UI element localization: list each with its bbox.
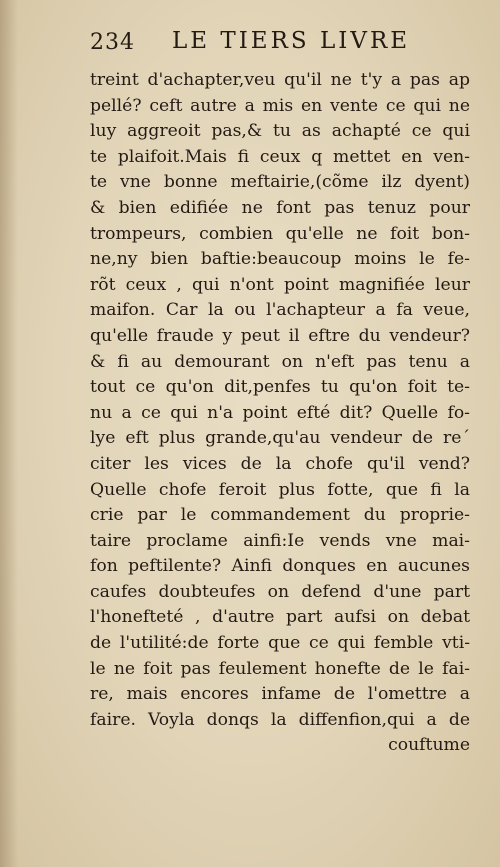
text-line: l'honefteté , d'autre part aufsi on debat (90, 607, 470, 628)
text-line: nu a ce qui n'a point efté dit? Quelle fo- (90, 402, 470, 423)
text-line: fon peftilente? Ainfi donques en aucunes (90, 556, 470, 577)
text-line: pellé? ceft autre a mis en vente ce qui ne (90, 95, 470, 116)
text-line: le ne foit pas feulement honefte de le fai- (90, 658, 470, 679)
body-text (90, 68, 470, 759)
text-line: ne,ny bien baftie:beaucoup moins le fe- (90, 249, 470, 270)
text-line: de l'utilité:de forte que ce qui femble vti- (90, 633, 470, 654)
page-gutter-shadow (0, 0, 18, 867)
text-line: faire. Voyla donqs la diffenfion,qui a de (90, 709, 470, 730)
text-line: Quelle chofe feroit plus fotte, que fi la (90, 479, 470, 500)
text-line: luy aggreoit pas,& tu as achapté ce qui (90, 121, 470, 142)
text-line: treint d'achapter,veu qu'il ne t'y a pas ap (90, 70, 470, 90)
text-line: qu'elle fraude y peut il eftre du vendeur? (90, 325, 470, 346)
text-line: te plaifoit.Mais fi ceux q mettet en ven- (90, 146, 470, 167)
page-number: 234 (90, 30, 135, 55)
catchword: couftume (388, 735, 470, 756)
text-line: trompeurs, combien qu'elle ne foit bon- (90, 223, 470, 244)
text-line: taire proclame ainfi:Ie vends vne mai- (90, 530, 470, 551)
text-line: lye eft plus grande,qu'au vendeur de re´ (90, 428, 470, 449)
text-line: & bien edifiée ne font pas tenuz pour (90, 197, 470, 218)
text-line: crie par le commandement du proprie- (90, 505, 470, 526)
text-line: tout ce qu'on dit,penfes tu qu'on foit te- (90, 377, 470, 398)
text-line: citer les vices de la chofe qu'il vend? (90, 453, 470, 474)
text-line: caufes doubteufes on defend d'une part (90, 581, 470, 602)
text-line: maifon. Car la ou l'achapteur a fa veue, (90, 300, 470, 321)
running-title: LE TIERS LIVRE (172, 28, 411, 54)
page-header (90, 26, 420, 60)
text-line: rõt ceux , qui n'ont point magnifiée leur (90, 274, 470, 295)
text-line: te vne bonne meftairie,(cõme ilz dyent) (90, 172, 470, 193)
text-line: re, mais encores infame de l'omettre a (90, 684, 470, 705)
text-line: & fi au demourant on n'eft pas tenu a (90, 351, 470, 372)
